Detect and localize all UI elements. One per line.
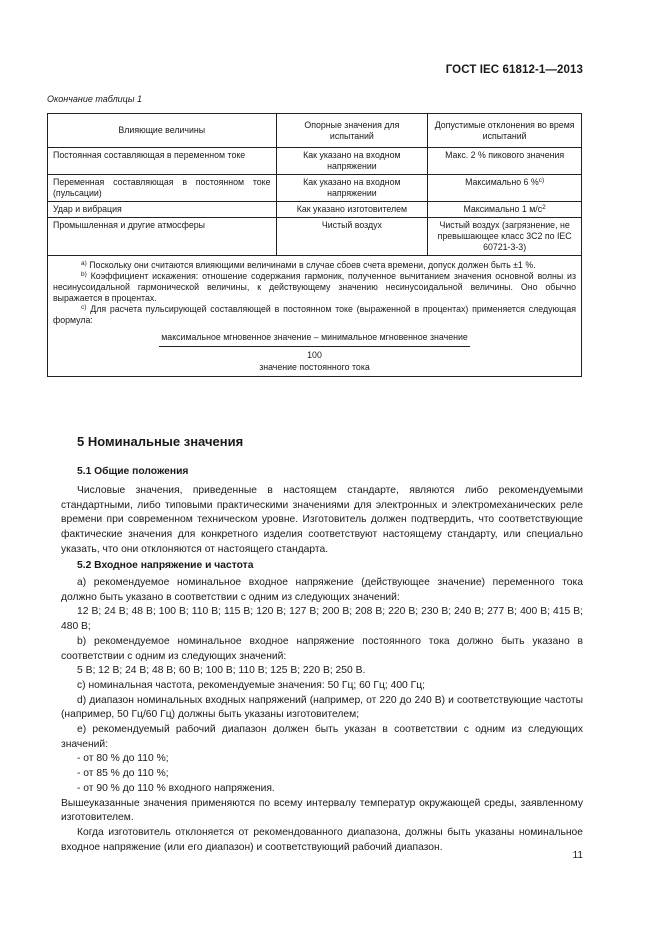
footnote-mark: с) <box>81 304 87 311</box>
table-cell: Как указано изготовителем <box>276 202 428 218</box>
paragraph: d) диапазон номинальных входных напряжений (например, от 220 до 240 В) и соответствующие частоты (например, 50 Гц/60 Гц) должны быть указаны изготовителем; <box>61 694 583 721</box>
paragraph: 5 В; 12 В; 24 В; 48 В; 60 В; 100 В; 110 В; 125 В; 220 В; 250 В. <box>77 665 366 677</box>
table-cell: Как указано на входном напряжении <box>276 175 428 202</box>
table-notes <box>48 256 582 377</box>
footnote-text: Поскольку они считаются влияющими величинами в случае сбоев счета времени, допуск должен быть ±1 %. <box>89 260 536 270</box>
section-5-1-title: 5.1 Общие положения <box>77 466 189 477</box>
paragraph: Когда изготовитель отклоняется от рекомендованного диапазона, должны быть указаны номинальное входное напряжение (или его диапазон) и соответствующий рабочий диапазон. <box>61 826 583 853</box>
table-cell: Переменная составляющая в постоянном токе (пульсации) <box>48 175 277 202</box>
table-header-row <box>48 114 582 148</box>
cell-text: Максимально 6 % <box>465 177 539 187</box>
document-header: ГОСТ IEC 61812-1—2013 <box>445 64 583 76</box>
page-number: 11 <box>572 850 583 861</box>
table-row <box>48 175 582 202</box>
footnote-mark: а) <box>81 260 87 267</box>
influence-quantities-table <box>47 113 582 377</box>
paragraph: а) рекомендуемое номинальное входное напряжение (действующее значение) переменного тока должно быть указано в соответствии с одним из следующих значений: <box>61 577 583 603</box>
list-item: - от 85 % до 110 %; <box>77 768 169 780</box>
table-row <box>48 148 582 175</box>
table-cell <box>428 202 582 218</box>
column-header: Допустимые отклонения во время испытаний <box>428 114 582 148</box>
table-cell: Удар и вибрация <box>48 202 277 218</box>
paragraph: 12 В; 24 В; 48 В; 100 В; 110 В; 115 В; 120 В; 127 В; 200 В; 208 В; 220 В; 230 В; 240 В; 277 В; 400 В; 415 В; 480 В; <box>61 606 583 633</box>
footnote-text: Для расчета пульсирующей составляющей в постоянном токе (выраженной в процентах) применяется следующая формула: <box>53 304 576 325</box>
table-cell <box>428 175 582 202</box>
formula-denominator: значение постоянного тока <box>259 362 370 372</box>
table-cell: Постоянная составляющая в переменном токе <box>48 148 277 175</box>
cell-text: Максимально 1 м/с <box>463 204 543 214</box>
paragraph: b) рекомендуемое номинальное входное напряжение постоянного тока должно быть указано в соответствии с одним из следующих значений: <box>61 635 583 662</box>
footnote-mark: b) <box>81 271 87 278</box>
footnote-c <box>53 304 576 326</box>
table-row <box>48 218 582 256</box>
table-cell: Чистый воздух (загрязнение, не превышающее класс 3С2 по IEC 60721-3-3) <box>428 218 582 256</box>
column-header: Опорные значения для испытаний <box>276 114 428 148</box>
table-row <box>48 202 582 218</box>
column-header: Влияющие величины <box>48 114 277 148</box>
table-cell: Чистый воздух <box>276 218 428 256</box>
footnote-a <box>53 260 576 271</box>
table-cell: Промышленная и другие атмосферы <box>48 218 277 256</box>
paragraph: с) номинальная частота, рекомендуемые значения: 50 Гц; 60 Гц; 400 Гц; <box>77 679 425 691</box>
formula-multiplier: 100 <box>307 350 322 360</box>
section-5-1-body <box>61 484 583 558</box>
formula-numerator: максимальное мгновенное значение – минимальное мгновенное значение <box>159 332 470 347</box>
footnote-text: Коэффициент искажения: отношение содержания гармоник, полученное вычитанием значения основной волны из несинусоидальной гармонической величины, к действующему значению несинусоидальной величины. Оно обычно выражается в процентах. <box>53 271 576 303</box>
paragraph: Вышеуказанные значения применяются по всему интервалу температур окружающей среды, заявленному изготовителем. <box>61 797 583 824</box>
section-5-2-title: 5.2 Входное напряжение и частота <box>77 560 254 571</box>
paragraph: Числовые значения, приведенные в настоящем стандарте, являются либо рекомендуемыми стандартными, либо типовыми практическими значениями для электронных и электромеханических реле времени при современном техническом уровне. Изготовитель должен подтвердить, что соответствующие фактические значения для конкретного изделия соответствуют настоящему стандарту, или специально указать, что они отклоняются от настоящего стандарта. <box>61 485 583 555</box>
list-item: - от 80 % до 110 %; <box>77 753 169 765</box>
list-item: - от 90 % до 110 % входного напряжения. <box>77 782 275 794</box>
table-cell: Как указано на входном напряжении <box>276 148 428 175</box>
ripple-formula <box>53 332 576 373</box>
paragraph: е) рекомендуемый рабочий диапазон должен быть указан в соответствии с одним из следующих значений: <box>61 724 583 750</box>
footnote-ref: с) <box>538 177 545 184</box>
section-5-2-body <box>61 576 583 855</box>
footnote-b <box>53 271 576 304</box>
table-continuation-caption: Окончание таблицы 1 <box>47 94 142 104</box>
unit-exponent: 2 <box>542 204 546 211</box>
table-cell: Макс. 2 % пикового значения <box>428 148 582 175</box>
table-notes-row <box>48 256 582 377</box>
section-5-title: 5 Номинальные значения <box>77 434 244 449</box>
